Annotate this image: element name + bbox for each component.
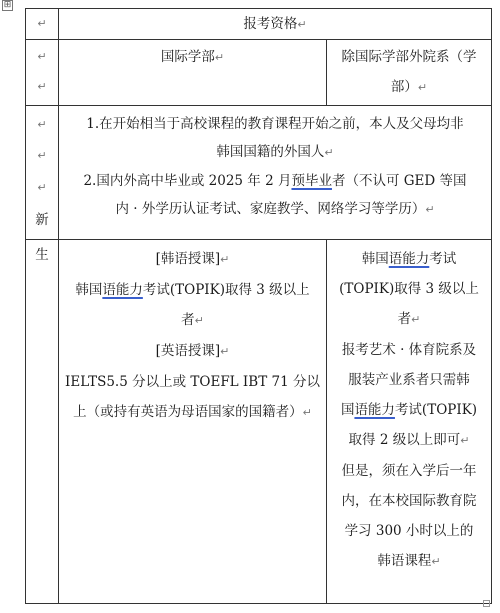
header-other-cell (327, 40, 492, 106)
paragraph-mark-icon: ↵ (460, 434, 470, 447)
other-req-l6-post: 考试(TOPIK) (394, 402, 478, 418)
other-req-l6-pre: 国 (340, 402, 355, 418)
side-label-char-1: 新 (35, 212, 49, 228)
other-requirements-cell (327, 240, 492, 604)
other-req-l5: 服装产业系者只需韩 (348, 372, 470, 388)
table-anchor-icon[interactable]: ⊞ (3, 0, 12, 10)
side-cell-r2 (26, 40, 59, 106)
paragraph-mark-icon: ↵ (431, 555, 441, 568)
korean-req-post: 考试(TOPIK)取得 3 级以上 (142, 282, 310, 298)
admission-table (25, 8, 492, 604)
other-req-l3: 者 (397, 311, 412, 327)
paragraph-mark-icon: ↵ (37, 50, 47, 63)
side-cell-r4 (26, 240, 59, 604)
international-requirements-cell (59, 240, 327, 604)
other-req-l1-underlined: 语能力 (388, 251, 430, 267)
header-other-line1: 除国际学部外院系（学 (341, 49, 477, 65)
english-req-line1: IELTS5.5 分以上或 TOEFL IBT 71 分以 (65, 374, 320, 390)
side-cell-r1 (26, 9, 59, 40)
paragraph-mark-icon: ↵ (302, 406, 312, 419)
paragraph-mark-icon: ↵ (37, 149, 47, 162)
paragraph-mark-icon: ↵ (324, 146, 334, 159)
title-cell (59, 9, 492, 40)
korean-req-pre: 韩国 (75, 282, 103, 298)
header-other-line2: 部） (390, 79, 418, 95)
paragraph-mark-icon: ↵ (37, 17, 47, 30)
req-item2-pre: 2.国内外高中毕业或 2025 年 2 月 (83, 173, 292, 189)
other-req-l7: 取得 2 级以上即可 (348, 432, 461, 448)
korean-req-line2: 者 (181, 312, 195, 328)
paragraph-mark-icon: ↵ (37, 181, 47, 194)
paragraph-mark-icon: ↵ (37, 80, 47, 93)
english-req-line2: 上（或持有英语为母语国家的国籍者） (73, 404, 303, 420)
paragraph-mark-icon: ↵ (214, 51, 225, 64)
other-req-l1-post: 考试 (429, 251, 457, 267)
paragraph-mark-icon: ↵ (37, 118, 47, 131)
side-label-char-2: 生 (35, 247, 49, 263)
english-track-heading: [英语授课] (155, 343, 221, 359)
paragraph-mark-icon: ↵ (411, 313, 421, 326)
other-req-l6-underlined: 语能力 (354, 402, 395, 418)
other-req-l8: 但是，须在入学后一年 (341, 463, 477, 479)
req-item2-line2: 内 · 外学历认证考试、家庭教学、网络学习等学历） (115, 201, 426, 217)
other-req-l4: 报考艺术 · 体育院系及 (341, 342, 477, 358)
req-item1-line1: 1.在开始相当于高校课程的教育课程开始之前，本人及父母均非 (86, 116, 464, 132)
table-title: 报考资格 (243, 16, 298, 32)
header-international-cell (59, 40, 327, 106)
end-of-table-marker (483, 600, 490, 607)
other-req-l9: 内，在本校国际教育院 (341, 493, 477, 509)
other-req-l10: 学习 300 小时以上的 (344, 523, 474, 539)
paragraph-mark-icon: ↵ (220, 345, 230, 358)
side-cell-r3 (26, 106, 59, 240)
paragraph-mark-icon: ↵ (425, 203, 435, 216)
other-req-l1-pre: 韩国 (361, 251, 389, 267)
korean-track-heading: [韩语授课] (155, 251, 221, 267)
other-req-l11: 韩语课程 (377, 553, 432, 569)
paragraph-mark-icon: ↵ (194, 314, 204, 327)
req-item1-line2: 韩国国籍的外国人 (216, 144, 325, 160)
requirements-cell (59, 106, 492, 240)
header-international: 国际学部 (160, 49, 215, 65)
korean-req-underlined: 语能力 (102, 282, 143, 298)
paragraph-mark-icon: ↵ (417, 81, 428, 94)
req-item2-post: 者（不认可 GED 等国 (331, 173, 467, 189)
paragraph-mark-icon: ↵ (297, 18, 307, 31)
paragraph-mark-icon: ↵ (220, 253, 230, 266)
req-item2-underlined: 预毕业 (291, 173, 332, 189)
other-req-l2: (TOPIK)取得 3 级以上 (339, 281, 479, 297)
